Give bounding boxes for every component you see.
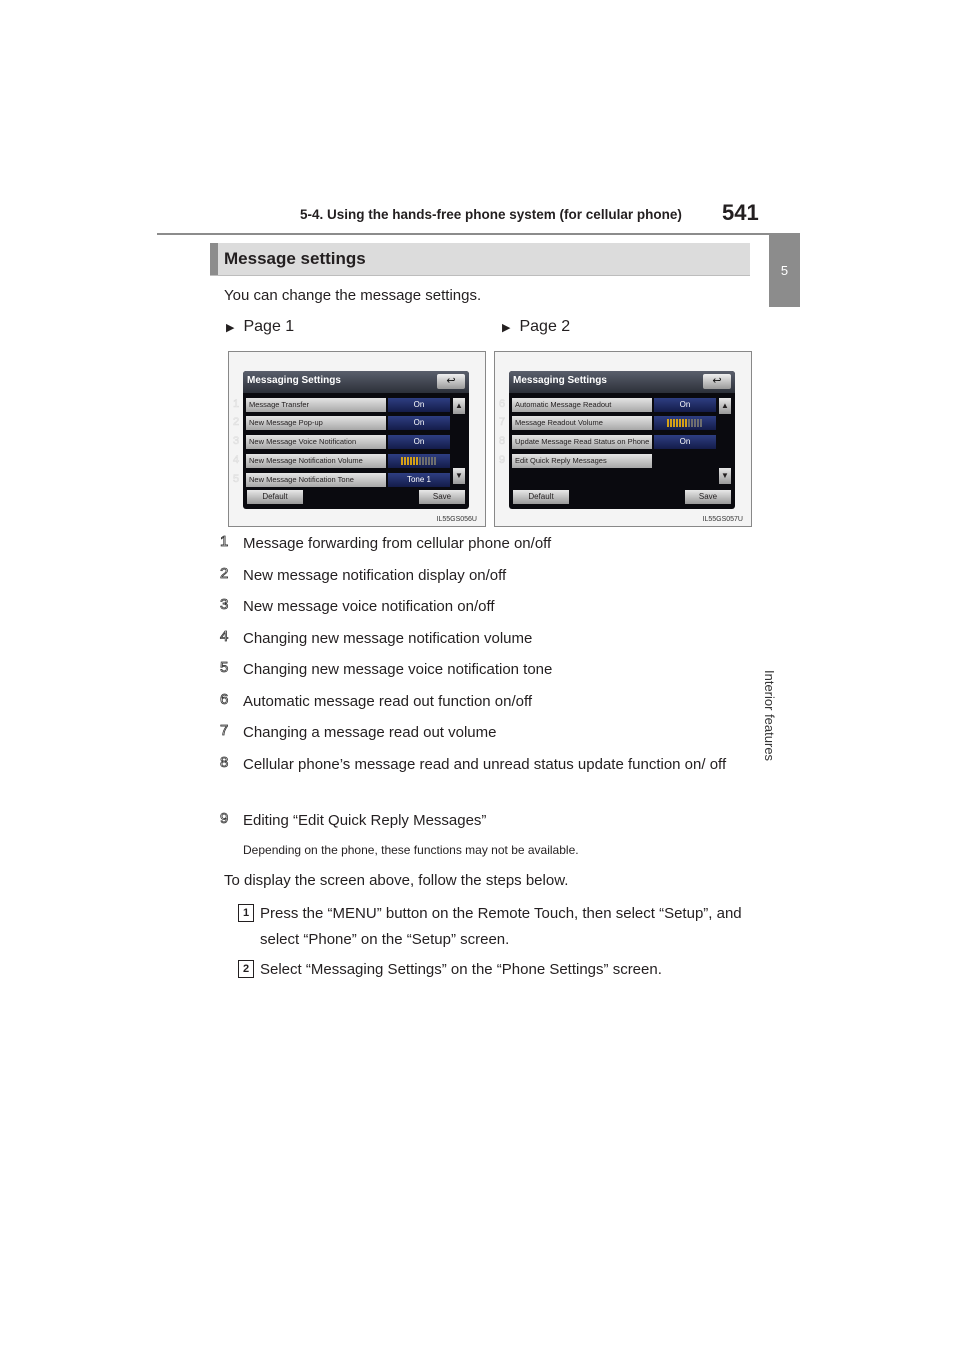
section-bar (210, 243, 218, 275)
setting-row[interactable]: New Message Pop-up On (246, 416, 442, 430)
chapter-tab: 5 (769, 235, 800, 307)
step-text: Select “Messaging Settings” on the “Phone Settings” screen. (260, 961, 662, 978)
list-item: Message forwarding from cellular phone on/off (243, 535, 552, 552)
save-button[interactable]: Save (685, 490, 731, 504)
screen-title-bar: Messaging Settings ↩ (509, 371, 735, 393)
screenshot-page2 (494, 351, 752, 527)
step-text: Press the “MENU” button on the Remote Touch, then select “Setup”, and select “Phone” on the “Setup” screen. (260, 905, 742, 948)
save-button[interactable]: Save (419, 490, 465, 504)
scroll-down-icon[interactable]: ▼ (719, 468, 731, 484)
volume-meter[interactable] (654, 416, 716, 430)
intro-text: You can change the message settings. (224, 287, 482, 304)
screenshot-page1 (228, 351, 486, 527)
steps-intro: To display the screen above, follow the steps below. (224, 872, 569, 889)
chapter-label: Interior features (762, 670, 777, 762)
scroll-down-icon[interactable]: ▼ (453, 468, 465, 484)
screen-page2 (509, 371, 735, 509)
list-item: New message voice notification on/off (243, 598, 495, 615)
setting-row[interactable]: Message Transfer On (246, 398, 442, 412)
list-item: New message notification display on/off (243, 567, 507, 584)
item-number: 6 (220, 691, 229, 708)
back-icon[interactable]: ↩ (703, 374, 731, 389)
default-button[interactable]: Default (513, 490, 569, 504)
setting-row[interactable]: Automatic Message Readout On (512, 398, 708, 412)
callout-3: 3 (233, 435, 240, 447)
callout-5: 5 (233, 473, 240, 485)
list-item: Editing “Edit Quick Reply Messages” (243, 812, 487, 829)
item-number: 4 (220, 628, 229, 645)
setting-row[interactable]: New Message Notification Tone Tone 1 (246, 473, 442, 487)
item-number: 5 (220, 659, 229, 676)
list-item: Changing a message read out volume (243, 724, 497, 741)
callout-4: 4 (233, 454, 240, 466)
running-header: 5-4. Using the hands-free phone system (for cellular phone) (300, 207, 682, 222)
page2-label: ▶ Page 2 (502, 318, 571, 335)
screen-page1 (243, 371, 469, 509)
triangle-right-icon: ▶ (502, 322, 511, 334)
default-button[interactable]: Default (247, 490, 303, 504)
list-item: Changing new message notification volume (243, 630, 533, 647)
page-number: 541 (722, 200, 759, 225)
list-item: Automatic message read out function on/off (243, 693, 533, 710)
callout-2: 2 (233, 416, 240, 428)
item-number: 2 (220, 565, 229, 582)
scroll-up-icon[interactable]: ▲ (719, 398, 731, 414)
section-title: Message settings (224, 249, 366, 268)
header-rule (157, 233, 800, 235)
back-icon[interactable]: ↩ (437, 374, 465, 389)
callout-1: 1 (233, 398, 240, 410)
step-number-box: 1 (238, 904, 254, 922)
step-number-box: 2 (238, 960, 254, 978)
item-number: 8 (220, 754, 229, 771)
setting-row[interactable]: New Message Notification Volume (246, 454, 442, 468)
page1-label: ▶ Page 1 (226, 318, 295, 335)
callout-6: 6 (499, 398, 506, 410)
availability-note: Depending on the phone, these functions may not be available. (243, 843, 579, 857)
callout-7: 7 (499, 416, 506, 428)
list-item: Cellular phone’s message read and unread status update function on/ off (243, 756, 727, 773)
volume-meter[interactable] (388, 454, 450, 468)
callout-8: 8 (499, 435, 506, 447)
setting-row[interactable]: New Message Voice Notification On (246, 435, 442, 449)
screen-title-bar: Messaging Settings ↩ (243, 371, 469, 393)
item-number: 3 (220, 596, 229, 613)
item-number: 7 (220, 722, 229, 739)
scroll-up-icon[interactable]: ▲ (453, 398, 465, 414)
setting-row[interactable]: Message Readout Volume (512, 416, 708, 430)
image-code: IL55GS057U (702, 516, 743, 523)
item-number: 1 (220, 533, 229, 550)
section-heading (210, 243, 750, 276)
setting-row[interactable]: Edit Quick Reply Messages (512, 454, 708, 468)
callout-9: 9 (499, 454, 506, 466)
list-item: Changing new message voice notification tone (243, 661, 553, 678)
image-code: IL55GS056U (436, 516, 477, 523)
setting-row[interactable]: Update Message Read Status on Phone On (512, 435, 708, 449)
triangle-right-icon: ▶ (226, 322, 235, 334)
item-number: 9 (220, 810, 229, 827)
